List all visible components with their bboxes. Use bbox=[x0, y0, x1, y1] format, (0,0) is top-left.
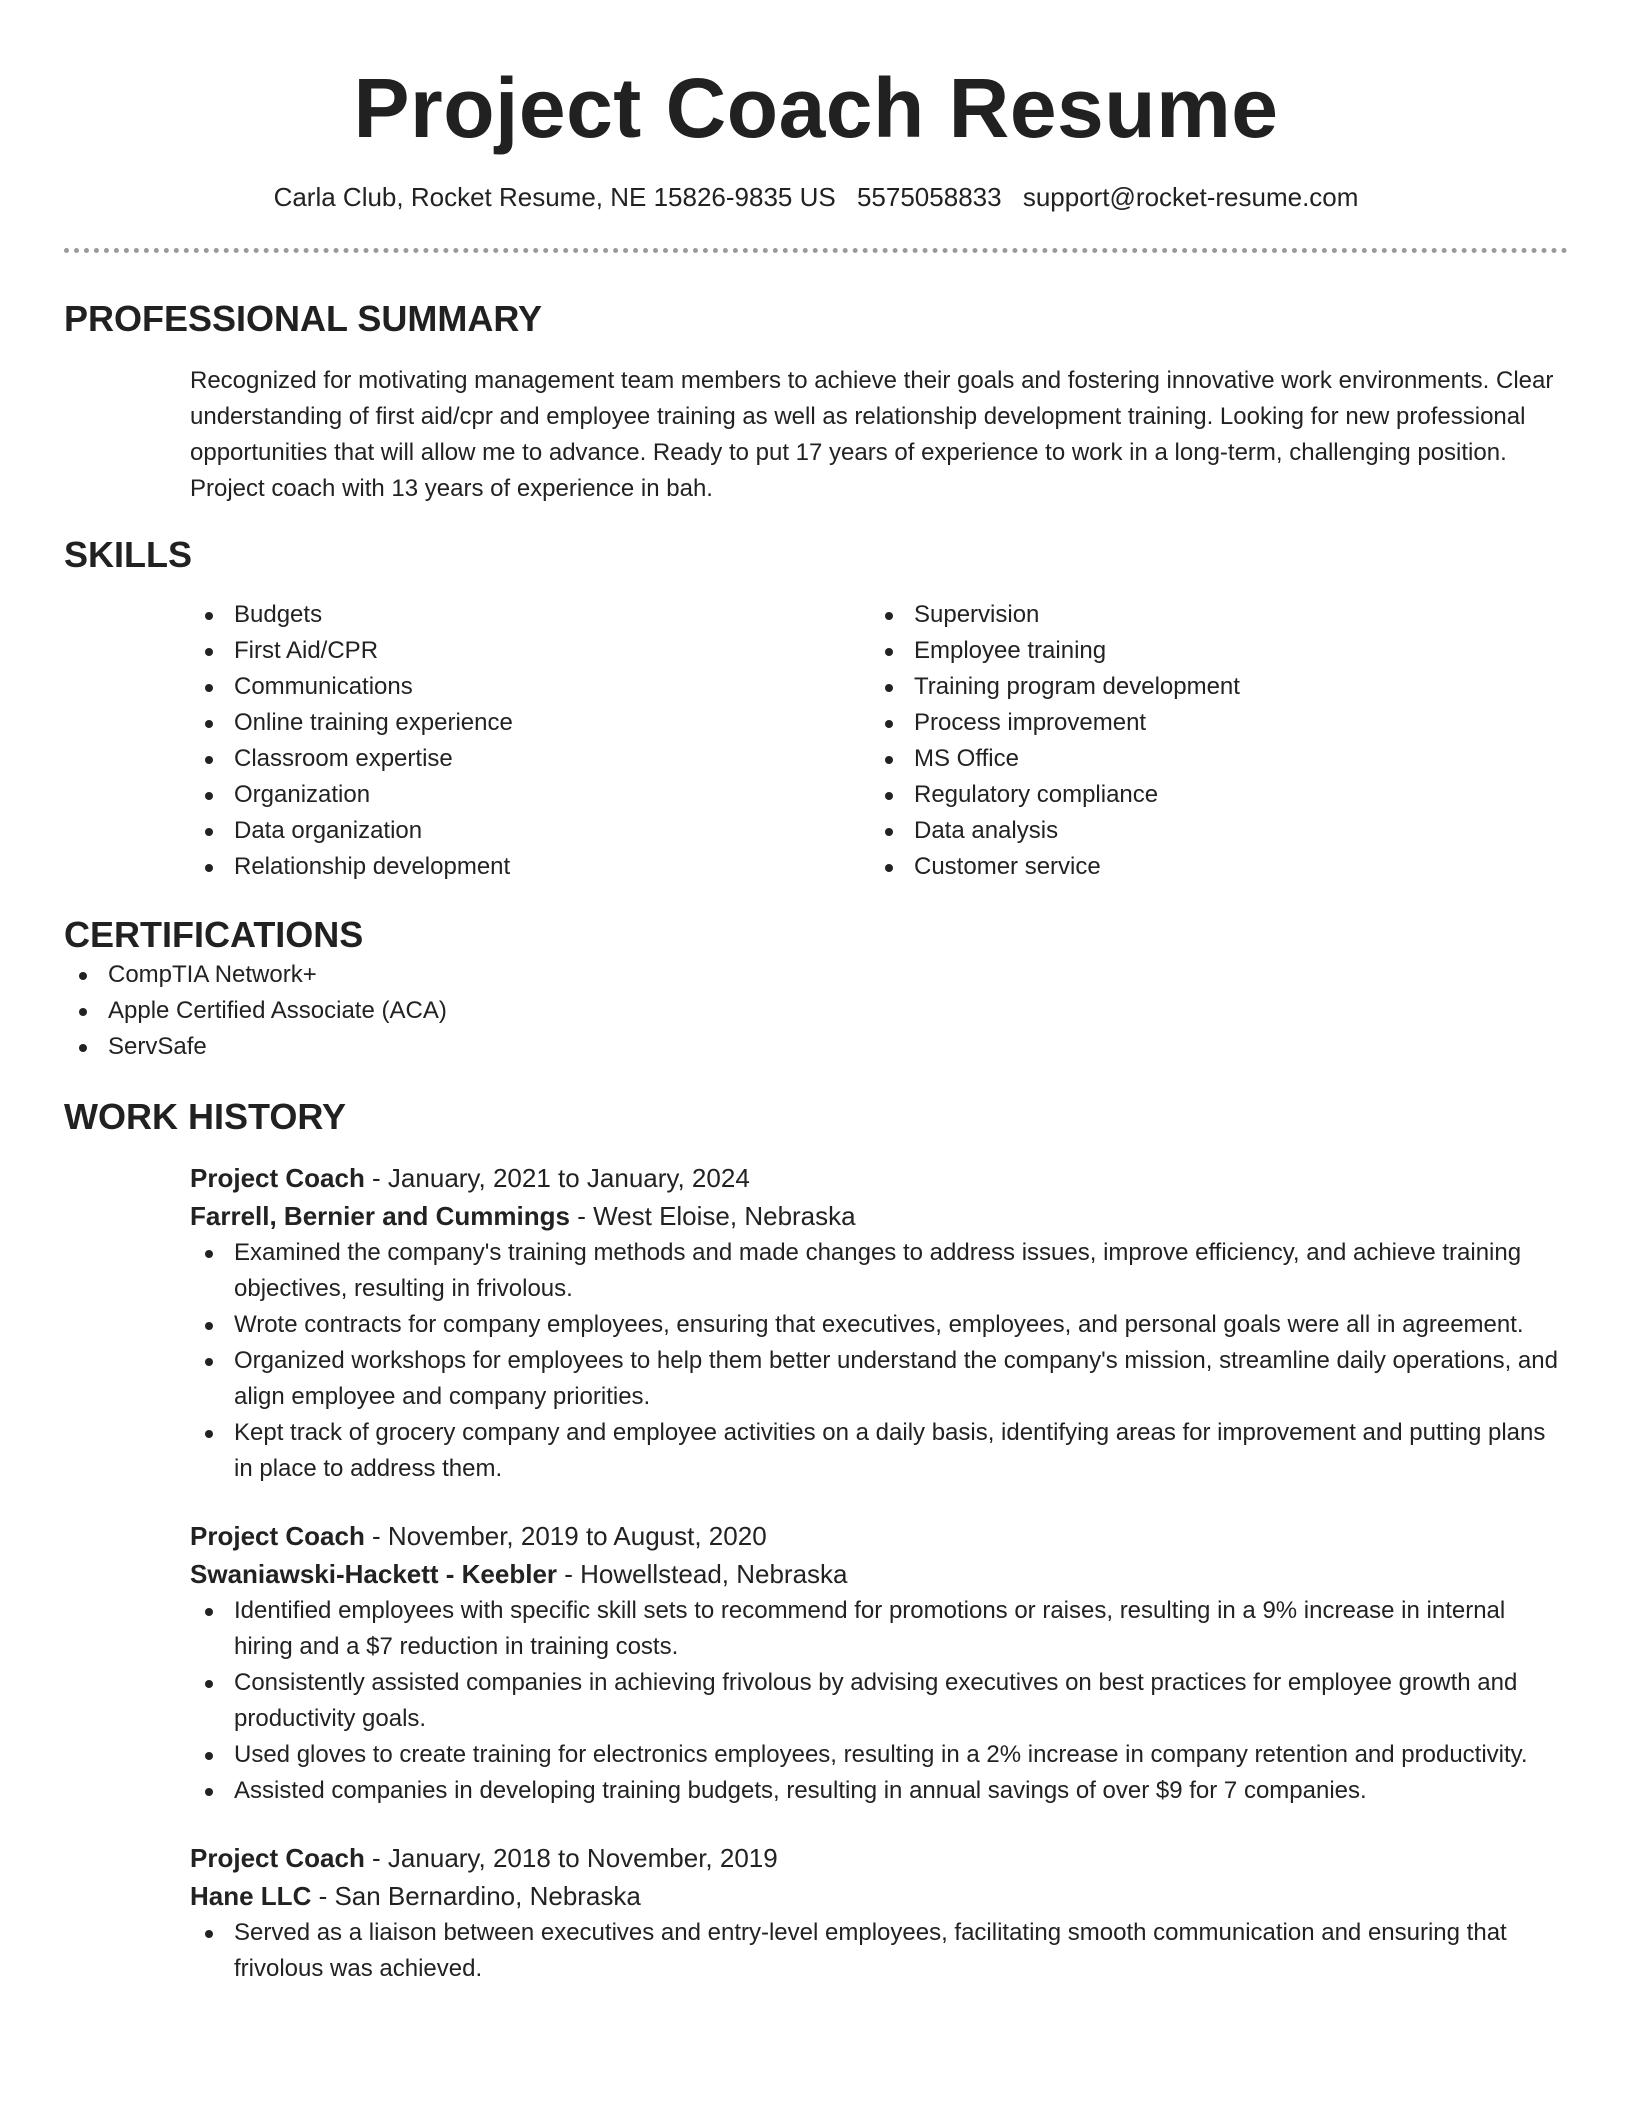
job-duty-item: Kept track of grocery company and employee activities on a daily basis, identifying areas for improvement and putting plans in place to address them. bbox=[190, 1415, 1568, 1487]
skills-grid bbox=[190, 597, 1568, 885]
job-duty-item: Served as a liaison between executives and entry-level employees, facilitating smooth communication and ensuring that frivolous was achieved. bbox=[190, 1915, 1568, 1987]
skill-item: MS Office bbox=[870, 741, 1550, 777]
certification-item: ServSafe bbox=[64, 1029, 1568, 1065]
skill-item: Process improvement bbox=[870, 705, 1550, 741]
job-company: Farrell, Bernier and Cummings bbox=[190, 1201, 570, 1231]
job-location: - San Bernardino, Nebraska bbox=[311, 1881, 641, 1911]
job-location: - West Eloise, Nebraska bbox=[569, 1201, 856, 1231]
skills-list-right bbox=[870, 597, 1550, 885]
job-duty-item: Examined the company's training methods and made changes to address issues, improve efficiency, and achieve training objectives, resulting in frivolous. bbox=[190, 1235, 1568, 1307]
certifications-section bbox=[64, 913, 1568, 1065]
skill-item: Training program development bbox=[870, 669, 1550, 705]
job-duty-item: Used gloves to create training for electronics employees, resulting in a 2% increase in company retention and productivity. bbox=[190, 1737, 1568, 1773]
skill-item: Data organization bbox=[190, 813, 870, 849]
summary-heading: PROFESSIONAL SUMMARY bbox=[64, 298, 543, 339]
certification-item: CompTIA Network+ bbox=[64, 957, 1568, 993]
job-duty-item: Assisted companies in developing training budgets, resulting in annual savings of over $9 for 7 companies. bbox=[190, 1773, 1568, 1809]
resume-page bbox=[64, 0, 1568, 1987]
job-dates: - November, 2019 to August, 2020 bbox=[364, 1521, 767, 1551]
job-title-line bbox=[190, 1517, 1568, 1555]
job-entry bbox=[190, 1839, 1568, 1987]
resume-title: Project Coach Resume bbox=[353, 61, 1279, 155]
job-dates: - January, 2018 to November, 2019 bbox=[364, 1843, 778, 1873]
job-title: Project Coach bbox=[190, 1843, 365, 1873]
skill-item: Regulatory compliance bbox=[870, 777, 1550, 813]
summary-text: Recognized for motivating management team members to achieve their goals and fostering innovative work environments. Clear understanding of first aid/cpr and employee training as well as relationship development training. Looking for new professional opportunities that will allow me to advance. Ready to put 17 years of experience to work in a long-term, challenging position. Project coach with 13 years of experience in bah. bbox=[190, 367, 1554, 502]
certifications-list bbox=[64, 957, 1568, 1065]
job-company-line bbox=[190, 1877, 1568, 1915]
skill-item: Communications bbox=[190, 669, 870, 705]
job-dates: - January, 2021 to January, 2024 bbox=[364, 1163, 750, 1193]
job-duties-list bbox=[190, 1915, 1568, 1987]
skill-item: First Aid/CPR bbox=[190, 633, 870, 669]
skill-item: Budgets bbox=[190, 597, 870, 633]
skill-item: Customer service bbox=[870, 849, 1550, 885]
work-history-section bbox=[64, 1095, 1568, 1987]
job-duty-item: Wrote contracts for company employees, ensuring that executives, employees, and personal goals were all in agreement. bbox=[190, 1307, 1568, 1343]
job-title: Project Coach bbox=[190, 1163, 365, 1193]
job-title-line bbox=[190, 1159, 1568, 1197]
skill-item: Classroom expertise bbox=[190, 741, 870, 777]
contact-line bbox=[64, 180, 1568, 214]
work-history-heading: WORK HISTORY bbox=[64, 1096, 347, 1137]
job-company-line bbox=[190, 1197, 1568, 1235]
skill-item: Supervision bbox=[870, 597, 1550, 633]
certification-item: Apple Certified Associate (ACA) bbox=[64, 993, 1568, 1029]
job-company: Hane LLC bbox=[190, 1881, 312, 1911]
summary-section bbox=[64, 297, 1568, 507]
skill-item: Online training experience bbox=[190, 705, 870, 741]
skills-column-right bbox=[870, 597, 1550, 885]
job-duties-list bbox=[190, 1593, 1568, 1809]
header-divider bbox=[64, 248, 1568, 253]
job-company-line bbox=[190, 1555, 1568, 1593]
job-title: Project Coach bbox=[190, 1521, 365, 1551]
job-duty-item: Organized workshops for employees to help them better understand the company's mission, streamline daily operations, and align employee and company priorities. bbox=[190, 1343, 1568, 1415]
job-location: - Howellstead, Nebraska bbox=[557, 1559, 848, 1589]
job-duty-item: Identified employees with specific skill sets to recommend for promotions or raises, resulting in a 9% increase in internal hiring and a $7 reduction in training costs. bbox=[190, 1593, 1568, 1665]
skills-section bbox=[64, 533, 1568, 885]
skills-column-left bbox=[190, 597, 870, 885]
job-duties-list bbox=[190, 1235, 1568, 1487]
job-entry bbox=[190, 1159, 1568, 1487]
skills-list-left bbox=[190, 597, 870, 885]
skills-heading: SKILLS bbox=[64, 534, 193, 575]
job-company: Swaniawski-Hackett - Keebler bbox=[190, 1559, 558, 1589]
job-title-line bbox=[190, 1839, 1568, 1877]
skill-item: Data analysis bbox=[870, 813, 1550, 849]
skill-item: Organization bbox=[190, 777, 870, 813]
skill-item: Employee training bbox=[870, 633, 1550, 669]
contact-phone: 5575058833 bbox=[856, 182, 1002, 212]
certifications-heading: CERTIFICATIONS bbox=[64, 914, 364, 955]
job-entry bbox=[190, 1517, 1568, 1809]
contact-address: Carla Club, Rocket Resume, NE 15826-9835 US bbox=[273, 182, 836, 212]
contact-email: support@rocket-resume.com bbox=[1022, 182, 1359, 212]
job-duty-item: Consistently assisted companies in achieving frivolous by advising executives on best practices for employee growth and productivity goals. bbox=[190, 1665, 1568, 1737]
skill-item: Relationship development bbox=[190, 849, 870, 885]
